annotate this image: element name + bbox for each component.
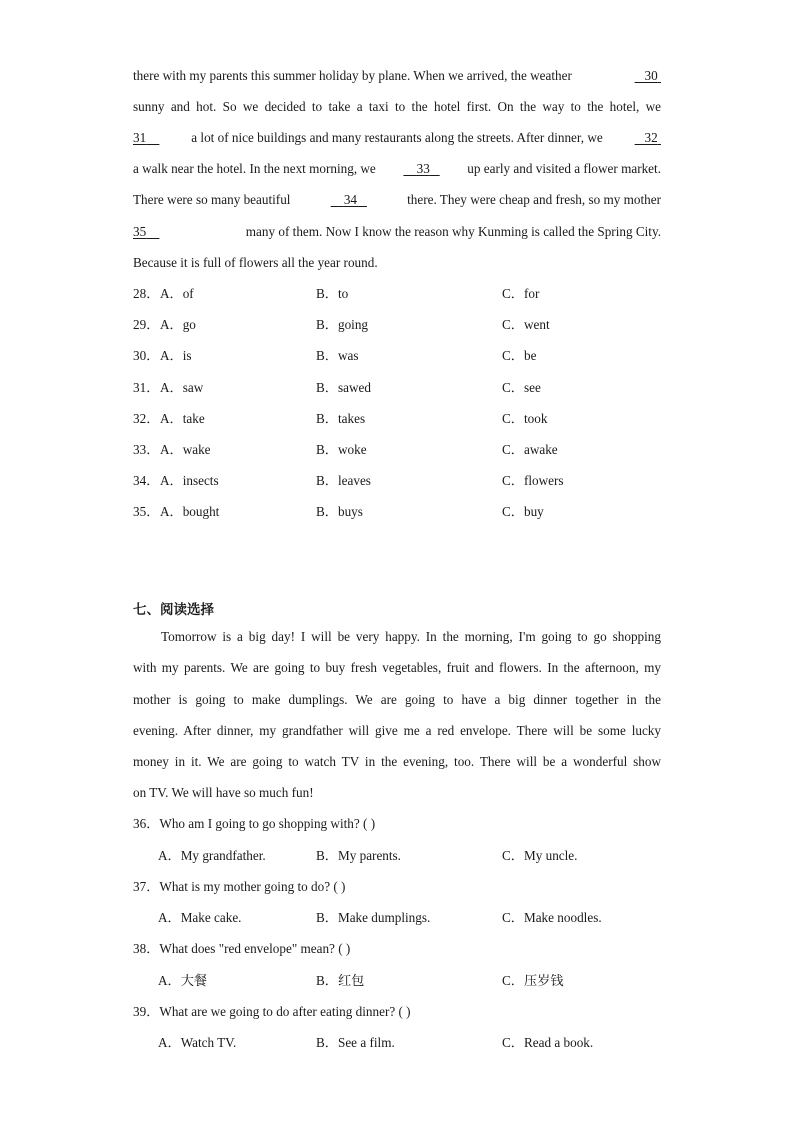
blank-30: 30 xyxy=(644,68,658,83)
cloze-line xyxy=(133,252,661,274)
option-c[interactable]: C．buy xyxy=(502,504,544,519)
cloze-line xyxy=(133,127,661,149)
cloze-text: many of them. Now I know the reason why Kunming is called the Spring City. xyxy=(245,224,661,239)
option-c[interactable]: C．My uncle. xyxy=(502,848,578,863)
blank-34: 34 xyxy=(343,192,358,207)
blank-33: 33 xyxy=(416,161,430,176)
reading-line xyxy=(133,657,661,679)
cloze-line xyxy=(133,158,661,180)
option-c[interactable]: C．flowers xyxy=(502,473,564,488)
question-37-options xyxy=(133,907,673,929)
option-a[interactable]: A．insects xyxy=(160,473,219,488)
option-a[interactable]: A．saw xyxy=(160,380,204,395)
option-c[interactable]: C．for xyxy=(502,286,540,301)
blank-31: 31 xyxy=(133,130,147,145)
reading-text: with my parents. We are going to buy fresh vegetables, fruit and flowers. In the afternoon, my xyxy=(133,660,661,675)
option-c[interactable]: C．Read a book. xyxy=(502,1035,594,1050)
reading-line xyxy=(133,720,661,742)
question-35 xyxy=(133,501,673,523)
question-32 xyxy=(133,408,673,430)
option-a[interactable]: A．Make cake. xyxy=(158,910,242,925)
option-b[interactable]: B．leaves xyxy=(316,473,371,488)
question-number: 32． xyxy=(133,411,160,426)
option-c[interactable]: C．went xyxy=(502,317,550,332)
blank-32: 32 xyxy=(644,130,658,145)
reading-text: mother is going to make dumplings. We are going to have a big dinner together in the xyxy=(133,692,661,707)
option-c[interactable]: C．be xyxy=(502,348,537,363)
option-b[interactable]: B．Make dumplings. xyxy=(316,910,431,925)
cloze-line xyxy=(133,221,661,243)
question-33 xyxy=(133,439,673,461)
cloze-text: a lot of nice buildings and many restaurants along the streets. After dinner, we xyxy=(191,130,603,145)
reading-line xyxy=(133,782,661,804)
option-b[interactable]: B．See a film. xyxy=(316,1035,395,1050)
option-b[interactable]: B．红包 xyxy=(316,973,365,988)
question-28 xyxy=(133,283,673,305)
option-a[interactable]: A．take xyxy=(160,411,205,426)
option-a[interactable]: A．bought xyxy=(160,504,220,519)
section-title: 七、阅读选择 xyxy=(133,602,214,618)
option-b[interactable]: B．going xyxy=(316,317,369,332)
option-c[interactable]: C．see xyxy=(502,380,541,395)
question-number: 28． xyxy=(133,286,160,301)
reading-line xyxy=(161,626,661,648)
question-30 xyxy=(133,345,673,367)
option-b[interactable]: B．sawed xyxy=(316,380,371,395)
option-a[interactable]: A．of xyxy=(160,286,194,301)
option-a[interactable]: A．Watch TV. xyxy=(158,1035,237,1050)
option-b[interactable]: B．woke xyxy=(316,442,367,457)
question-37-stem: 37．What is my mother going to do? ( ) xyxy=(133,879,346,894)
cloze-line xyxy=(133,96,661,118)
cloze-text: There were so many beautiful xyxy=(133,192,291,207)
option-a[interactable]: A．wake xyxy=(160,442,211,457)
option-b[interactable]: B．was xyxy=(316,348,359,363)
option-a[interactable]: A．My grandfather. xyxy=(158,848,266,863)
option-a[interactable]: A．go xyxy=(160,317,196,332)
cloze-line xyxy=(133,189,661,211)
reading-line xyxy=(133,689,661,711)
question-number: 35． xyxy=(133,504,160,519)
option-c[interactable]: C．awake xyxy=(502,442,558,457)
question-number: 31． xyxy=(133,380,160,395)
blank-35: 35 xyxy=(133,224,147,239)
option-b[interactable]: B．takes xyxy=(316,411,366,426)
question-39-options xyxy=(133,1032,673,1054)
question-number: 30． xyxy=(133,348,160,363)
reading-text: Tomorrow is a big day! I will be very happy. In the morning, I'm going to go shopping xyxy=(161,629,661,644)
option-c[interactable]: C．took xyxy=(502,411,548,426)
option-b[interactable]: B．to xyxy=(316,286,349,301)
question-number: 34． xyxy=(133,473,160,488)
cloze-text: up early and visited a flower market. xyxy=(467,161,661,176)
question-number: 33． xyxy=(133,442,160,457)
cloze-text: there. They were cheap and fresh, so my mother xyxy=(407,192,661,207)
cloze-text: sunny and hot. So we decided to take a taxi to the hotel first. On the way to the hotel, we xyxy=(133,99,661,114)
option-b[interactable]: B．My parents. xyxy=(316,848,401,863)
option-a[interactable]: A．大餐 xyxy=(158,973,208,988)
question-39-stem: 39．What are we going to do after eating dinner? ( ) xyxy=(133,1004,411,1019)
option-c[interactable]: C．压岁钱 xyxy=(502,973,564,988)
question-34 xyxy=(133,470,673,492)
cloze-line xyxy=(133,65,661,87)
cloze-text: a walk near the hotel. In the next morning, we xyxy=(133,161,376,176)
question-31 xyxy=(133,377,673,399)
question-36-options xyxy=(133,845,673,867)
question-38-options xyxy=(133,970,673,992)
question-number: 29． xyxy=(133,317,160,332)
option-a[interactable]: A．is xyxy=(160,348,192,363)
reading-text: money in it. We are going to watch TV in the evening, too. There will be a wonderful show xyxy=(133,754,661,769)
option-c[interactable]: C．Make noodles. xyxy=(502,910,602,925)
question-29 xyxy=(133,314,673,336)
reading-text: on TV. We will have so much fun! xyxy=(133,785,314,800)
option-b[interactable]: B．buys xyxy=(316,504,363,519)
question-38-stem: 38．What does "red envelope" mean? ( ) xyxy=(133,941,351,956)
cloze-text: Because it is full of flowers all the year round. xyxy=(133,255,378,270)
reading-line xyxy=(133,751,661,773)
reading-text: evening. After dinner, my grandfather will give me a red envelope. There will be some lucky xyxy=(133,723,661,738)
question-36-stem: 36．Who am I going to go shopping with? ( ) xyxy=(133,816,376,831)
cloze-text: there with my parents this summer holiday by plane. When we arrived, the weather xyxy=(133,68,572,83)
